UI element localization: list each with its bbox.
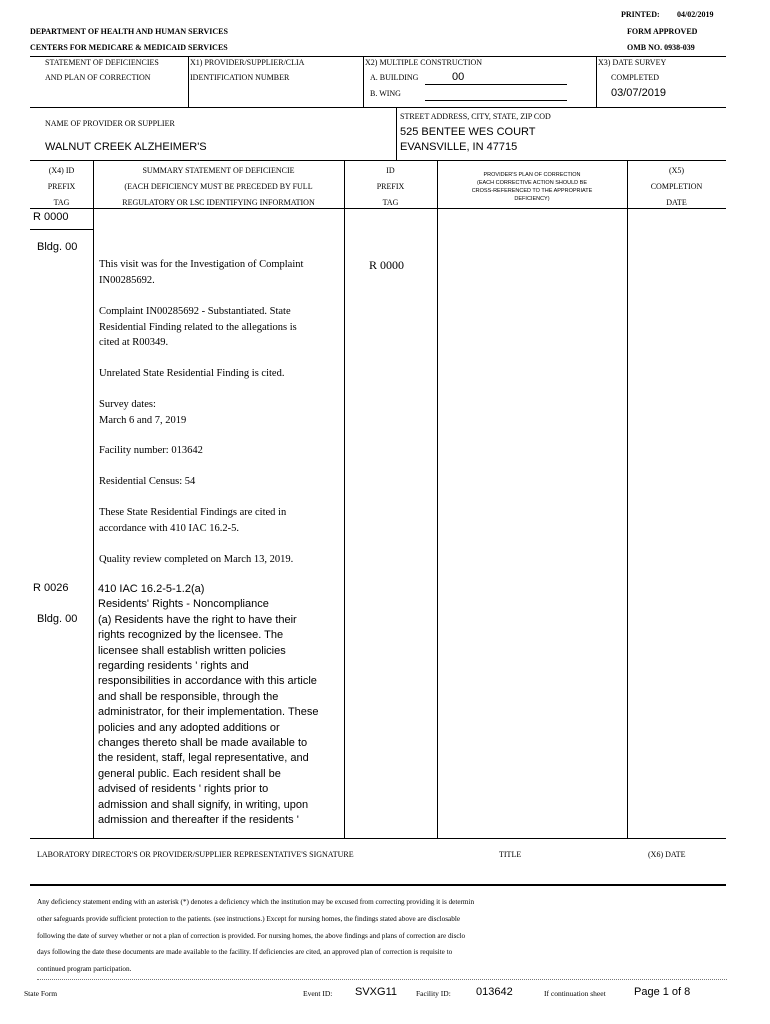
building-underline bbox=[425, 84, 567, 85]
r0000-tag-underline bbox=[30, 229, 93, 230]
summary-header-line3: REGULATORY OR LSC IDENTIFYING INFORMATION bbox=[122, 198, 315, 207]
x4-header-line3: TAG bbox=[53, 198, 70, 207]
r0026-line: administrator, for their implementation. These bbox=[98, 706, 319, 719]
printed-date: 04/02/2019 bbox=[677, 10, 714, 19]
residential-census: Residential Census: 54 bbox=[99, 476, 196, 487]
address-line1: 525 BENTEE WES COURT bbox=[400, 126, 536, 138]
quality-review: Quality review completed on March 13, 2019. bbox=[99, 554, 294, 565]
r0026-line: Residents' Rights - Noncompliance bbox=[98, 598, 269, 611]
disclaimer bbox=[37, 894, 727, 978]
facility-id-value: 013642 bbox=[476, 986, 513, 998]
disclaimer-line: continued program participation. bbox=[37, 965, 132, 974]
complaint-paragraph bbox=[99, 304, 339, 351]
disclaimer-divider bbox=[37, 979, 727, 980]
r0026-line: responsibilities in accordance with this article bbox=[98, 675, 317, 688]
plan-header-line4: DEFICIENCY) bbox=[514, 196, 550, 202]
r0026-line: and shall be responsible, through the bbox=[98, 690, 279, 703]
column-divider-plan bbox=[627, 160, 628, 838]
signature-top-border bbox=[30, 838, 726, 839]
address-label: STREET ADDRESS, CITY, STATE, ZIP COD bbox=[400, 112, 551, 121]
printed-label: PRINTED: bbox=[621, 10, 660, 19]
x1-label-line1: X1) PROVIDER/SUPPLIER/CLIA bbox=[190, 58, 305, 67]
r0026-line: licensee shall establish written policies bbox=[98, 644, 286, 657]
complaint-line3: cited at R00349. bbox=[99, 337, 169, 348]
citation-line1: These State Residential Findings are cited in bbox=[99, 507, 287, 518]
x5-header-line2: COMPLETION bbox=[650, 182, 703, 191]
event-id-value: SVXG11 bbox=[355, 986, 397, 998]
provider-name-value: WALNUT CREEK ALZHEIMER'S bbox=[45, 141, 207, 153]
id-header-line2: PREFIX bbox=[376, 182, 405, 191]
column-header-bottom-border bbox=[30, 208, 726, 209]
complaint-line2: Residential Finding related to the allegations is bbox=[99, 321, 297, 333]
disclaimer-line: other safeguards provide sufficient protection to the patients. (see instructions.) Except for nursing homes, the findings stated above are disclosable bbox=[37, 914, 461, 923]
lab-director-signature-label: LABORATORY DIRECTOR'S OR PROVIDER/SUPPLIER REPRESENTATIVE'S SIGNATURE bbox=[37, 850, 354, 859]
omb-number: OMB NO. 0938-039 bbox=[627, 43, 695, 52]
disclaimer-line: Any deficiency statement ending with an asterisk (*) denotes a deficiency which the institution may be excused from correcting providing it is determin bbox=[37, 898, 475, 906]
r0026-line: policies and any adopted additions or bbox=[98, 721, 280, 734]
x5-header-line1: (X5) bbox=[668, 166, 685, 175]
top-box-top-border bbox=[30, 56, 726, 57]
r0026-line: changes thereto shall be made available to bbox=[98, 737, 308, 750]
page-number: Page 1 of 8 bbox=[634, 986, 691, 998]
title-label: TITLE bbox=[499, 850, 522, 859]
citation-paragraph bbox=[99, 505, 339, 536]
x3-label-line1: X3) DATE SURVEY bbox=[598, 58, 667, 67]
survey-dates bbox=[99, 397, 339, 428]
x1-label-line2: IDENTIFICATION NUMBER bbox=[190, 73, 290, 82]
id-header-line3: TAG bbox=[382, 198, 399, 207]
r0026-line: rights recognized by the licensee. The bbox=[98, 629, 284, 642]
r0000-id-prefix: R 0000 bbox=[369, 258, 405, 272]
survey-completed-date: 03/07/2019 bbox=[611, 87, 667, 99]
r0026-line: admission and thereafter if the residents ' bbox=[98, 814, 299, 827]
r0000-tag: R 0000 bbox=[33, 211, 69, 223]
citation-line2: accordance with 410 IAC 16.2-5. bbox=[99, 522, 239, 534]
plan-header-line1: PROVIDER'S PLAN OF CORRECTION bbox=[483, 172, 581, 178]
signature-bottom-border bbox=[30, 884, 726, 886]
x3-label-line2: COMPLETED bbox=[611, 73, 659, 82]
department-title: DEPARTMENT OF HEALTH AND HUMAN SERVICES bbox=[30, 27, 228, 36]
r0026-line: the resident, staff, legal representative, and bbox=[98, 752, 309, 765]
r0026-line: admission and shall signify, in writing, upon bbox=[98, 798, 309, 811]
building-value: 00 bbox=[452, 71, 465, 83]
form-approved: FORM APPROVED bbox=[627, 27, 698, 36]
plan-header-line2: (EACH CORRECTIVE ACTION SHOULD BE bbox=[476, 180, 588, 186]
summary-header-line2: (EACH DEFICIENCY MUST BE PRECEDED BY FULL bbox=[124, 182, 313, 191]
wing-underline bbox=[425, 100, 567, 101]
finding-intro bbox=[99, 257, 339, 288]
x4-header-line2: PREFIX bbox=[47, 182, 76, 191]
r0026-tag: R 0026 bbox=[33, 582, 69, 594]
summary-header-line1: SUMMARY STATEMENT OF DEFICIENCIE bbox=[142, 166, 295, 175]
statement-label-line1: STATEMENT OF DEFICIENCIES bbox=[45, 58, 159, 67]
r0026-line: 410 IAC 16.2-5-1.2(a) bbox=[98, 583, 205, 595]
top-box-bottom-border bbox=[30, 107, 726, 108]
r0026-line: general public. Each resident shall be bbox=[98, 767, 281, 780]
x2-label: X2) MULTIPLE CONSTRUCTION bbox=[365, 58, 483, 67]
finding-intro-line1: This visit was for the Investigation of Complaint bbox=[99, 259, 304, 270]
r0026-line: (a) Residents have the right to have their bbox=[98, 613, 297, 626]
survey-dates-line1: Survey dates: bbox=[99, 399, 156, 410]
provider-box-divider bbox=[396, 107, 397, 160]
event-id-label: Event ID: bbox=[303, 989, 333, 998]
unrelated-finding: Unrelated State Residential Finding is cited. bbox=[99, 368, 285, 379]
facility-id-label: Facility ID: bbox=[416, 989, 451, 998]
top-box-divider-1 bbox=[188, 56, 189, 107]
complaint-line1: Complaint IN00285692 - Substantiated. State bbox=[99, 306, 291, 317]
disclaimer-line: days following the date these documents are made available to the facility. If deficiencies are cited, an approved plan of correction is requisite to bbox=[37, 948, 453, 957]
statement-label-line2: AND PLAN OF CORRECTION bbox=[45, 73, 151, 82]
provider-box-bottom-border bbox=[30, 160, 726, 161]
top-box-divider-2 bbox=[363, 56, 364, 107]
building-label: A. BUILDING bbox=[370, 73, 419, 82]
id-header-line1: ID bbox=[386, 166, 395, 175]
plan-header-line3: CROSS-REFERENCED TO THE APPROPRIATE bbox=[471, 188, 593, 194]
r0026-building: Bldg. 00 bbox=[37, 613, 78, 625]
finding-intro-line2: IN00285692. bbox=[99, 274, 155, 286]
x4-header-line1: (X4) ID bbox=[48, 166, 75, 175]
agency-title: CENTERS FOR MEDICARE & MEDICAID SERVICES bbox=[30, 43, 228, 52]
continuation-label: If continuation sheet bbox=[544, 989, 606, 998]
address-line2: EVANSVILLE, IN 47715 bbox=[400, 141, 518, 153]
facility-number: Facility number: 013642 bbox=[99, 445, 203, 456]
provider-name-label: NAME OF PROVIDER OR SUPPLIER bbox=[45, 119, 175, 128]
survey-dates-line2: March 6 and 7, 2019 bbox=[99, 414, 187, 426]
column-divider-summary bbox=[344, 160, 345, 838]
x6-date-label: (X6) DATE bbox=[648, 850, 686, 859]
r0000-building: Bldg. 00 bbox=[37, 241, 78, 253]
wing-label: B. WING bbox=[370, 89, 401, 98]
column-divider-id bbox=[437, 160, 438, 838]
r0026-text bbox=[98, 582, 342, 829]
x5-header-line3: DATE bbox=[666, 198, 687, 207]
disclaimer-line: following the date of survey whether or not a plan of correction is provided. For nursing homes, the above findings and plans of correction are disclo bbox=[37, 931, 466, 940]
state-form-label: State Form bbox=[24, 989, 58, 998]
r0026-line: regarding residents ' rights and bbox=[98, 660, 249, 673]
top-box-divider-3 bbox=[596, 56, 597, 107]
r0026-line: advised of residents ' rights prior to bbox=[98, 783, 269, 796]
column-divider-x4 bbox=[93, 160, 94, 838]
